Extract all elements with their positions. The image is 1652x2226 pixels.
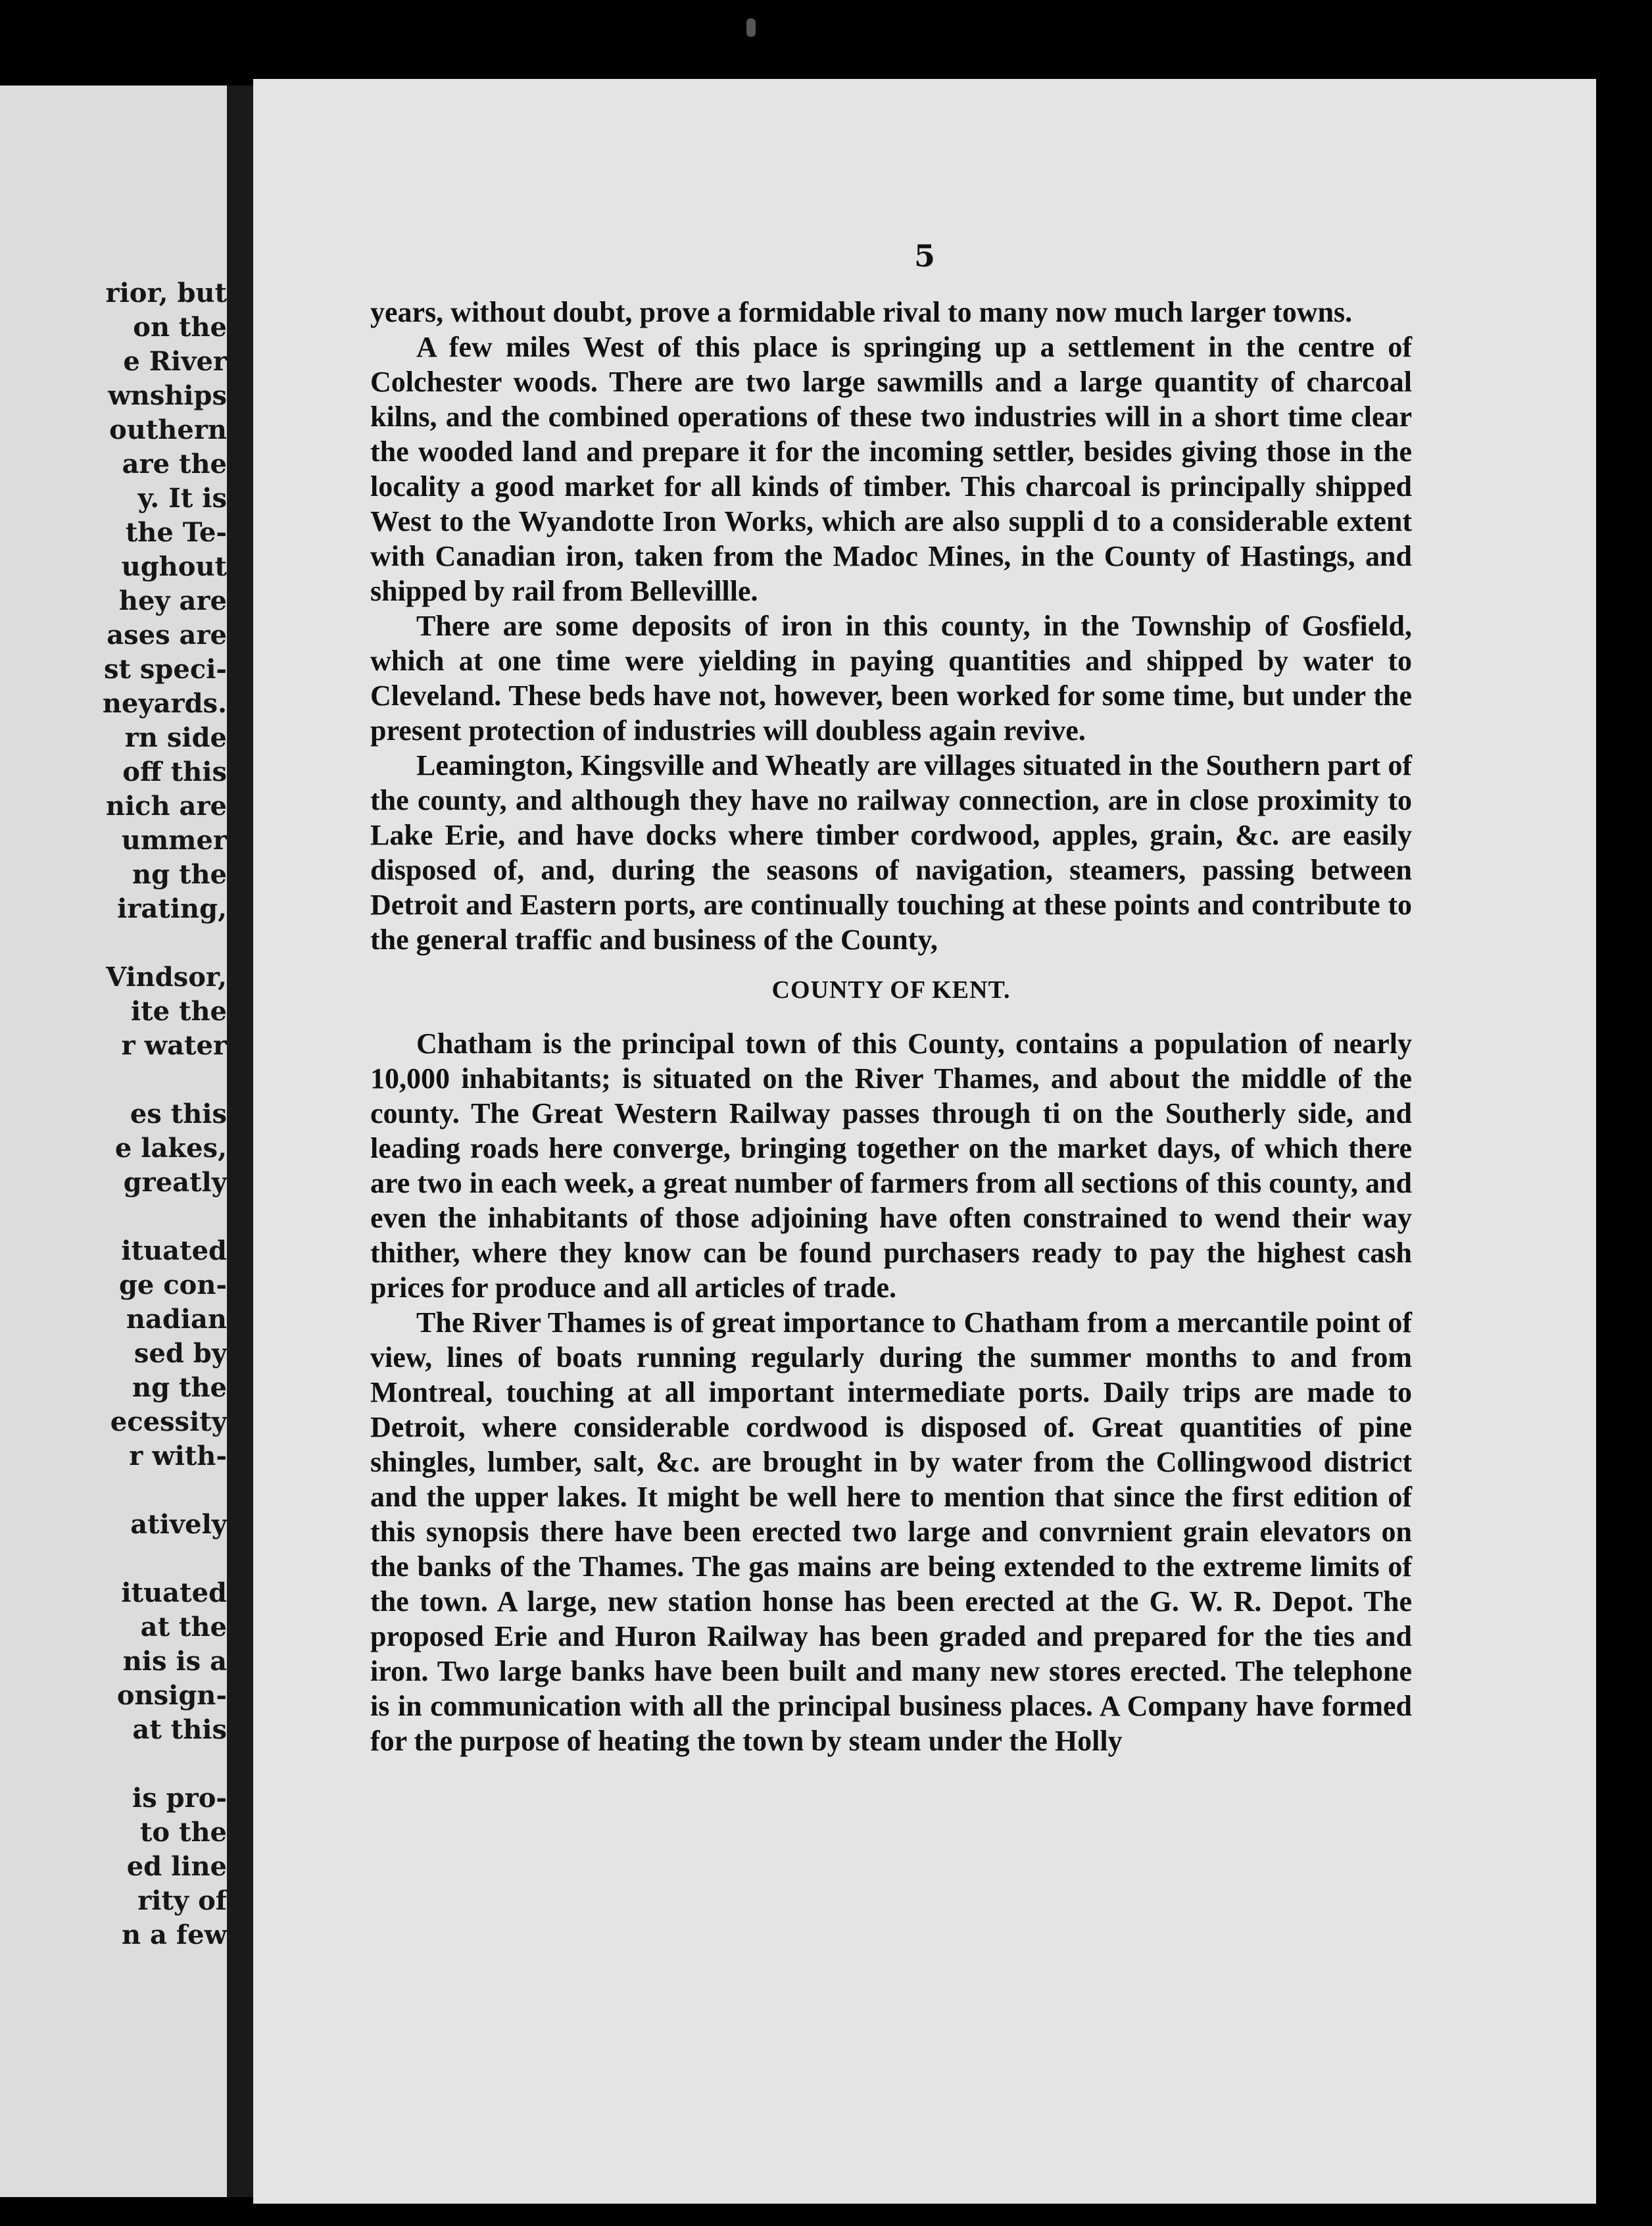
facing-page-line: ughout [121, 551, 227, 582]
facing-page-line: e lakes, [114, 1133, 227, 1164]
facing-page-line: wnships [108, 380, 227, 411]
scan-mark [746, 18, 756, 37]
facing-page-line: ummer [121, 825, 227, 856]
facing-page-line: are the [122, 449, 227, 480]
paragraph: A few miles West of this place is springing up a settlement in the centre of Colchester woods. There are two large sawmills and a large quantity of charcoal kilns, and the combined operations of these two industries will in a short time clear the wooded land and prepare it for the incoming settler, besides giving those in the locality a good market for all kinds of timber. This charcoal is principally shipped West to the Wyandotte Iron Works, which are also suppli d to a considerable extent with Canadian iron, taken from the Madoc Mines, in the County of Hastings, and shipped by rail from Bellevillle. [370, 331, 1412, 607]
facing-page-line [95, 926, 227, 960]
facing-page-line: rn side [124, 722, 227, 753]
page-body [370, 295, 1412, 1758]
facing-page-line: Vindsor, [106, 962, 227, 993]
facing-page-line: ituated [121, 1235, 227, 1266]
facing-page-line: ng the [132, 859, 227, 890]
facing-page-line: outhern [109, 414, 227, 445]
facing-page-line: atively [130, 1509, 227, 1540]
section-heading: COUNTY OF KENT. [771, 976, 1011, 1004]
facing-page-line: is pro- [132, 1783, 227, 1814]
facing-page-line [95, 1473, 227, 1508]
facing-page-line: r with- [129, 1441, 227, 1472]
facing-page-line: nadian [126, 1304, 227, 1335]
facing-page-line: at this [132, 1714, 227, 1745]
page-number: 5 [913, 238, 935, 274]
facing-page-line: es this [130, 1099, 227, 1129]
facing-page-line: rity of [137, 1885, 227, 1916]
facing-page-line: ases are [107, 620, 227, 651]
facing-page-line: ituated [121, 1577, 227, 1608]
facing-page [0, 86, 227, 2197]
paragraph-group-1 [370, 295, 1412, 957]
facing-page-line: at the [140, 1612, 227, 1643]
facing-page-line: neyards. [102, 688, 227, 719]
facing-page-line: ed line [126, 1851, 227, 1882]
facing-page-line: on the [133, 312, 227, 343]
facing-page-line: n a few [122, 1919, 227, 1950]
paragraph: There are some deposits of iron in this county, in the Township of Gosfield, which at one time were yielding in paying quantities and shipped by water to Cleveland. These beds have not, however, been worked for some time, but under the present protection of industries will doubless again revive. [370, 610, 1412, 747]
facing-page-line: ecessity [110, 1406, 227, 1437]
facing-page-line [95, 1063, 227, 1097]
facing-page-line: ite the [130, 996, 227, 1027]
paragraph: The River Thames is of great importance to Chatham from a mercantile point of view, lines of boats running regularly during the summer months to and from Montreal, touching at all important intermediate ports. Daily trips are made to Detroit, where considerable cordwood is disposed of. Great quantities of pine shingles, lumber, salt, &c. are brought in by water from the Collingwood district and the upper lakes. It might be well here to mention that since the first edition of this synopsis there have been erected two large and convrnient grain elevators on the banks of the Thames. The gas mains are being extended to the extreme limits of the town. A large, new station honse has been erected at the G. W. R. Depot. The proposed Erie and Huron Railway has been graded and prepared for the ties and iron. Two large banks have been built and many new stores erected. The telephone is in communication with all the principal business places. A Company have formed for the purpose of heating the town by steam under the Holly [370, 1306, 1412, 1757]
facing-page-line: nis is a [122, 1646, 227, 1677]
paragraph: Chatham is the principal town of this County, contains a population of nearly 10,000 inhabitants; is situated on the River Thames, and about the middle of the county. The Great Western Railway passes through ti on the Southerly side, and leading roads here converge, bringing together on the market days, of which there are two in each week, a great number of farmers from all sections of this county, and even the inhabitants of those adjoining have often constrained to wend their way thither, where they know can be found purchasers ready to pay the highest cash prices for produce and all articles of trade. [370, 1027, 1412, 1304]
facing-page-line: hey are [118, 585, 227, 616]
book-gutter [227, 86, 253, 2197]
facing-page-line [95, 1200, 227, 1234]
facing-page-line: nich are [105, 791, 227, 822]
paragraph: Leamington, Kingsville and Wheatly are villages situated in the Southern part of the county, and although they have no railway connection, are in close proximity to Lake Erie, and have docks where timber cordwood, apples, grain, &c. are easily disposed of, and, during the seasons of navigation, steamers, passing between Detroit and Eastern ports, are continually touching at these points and contribute to the general traffic and business of the County, [370, 749, 1412, 956]
facing-page-line: y. It is [137, 483, 227, 514]
facing-page-line: to the [139, 1817, 227, 1848]
facing-page-line [95, 1747, 227, 1781]
facing-page-line: ge con- [118, 1270, 227, 1300]
facing-page-line: greatly [123, 1167, 227, 1198]
facing-page-line: st speci- [103, 654, 227, 685]
facing-page-text-column [95, 276, 227, 1952]
facing-page-line: rior, but [105, 278, 227, 309]
facing-page-line: sed by [134, 1338, 227, 1369]
facing-page-line: off this [122, 756, 227, 787]
paragraph-group-2 [370, 1026, 1412, 1758]
paragraph: years, without doubt, prove a formidable rival to many now much larger towns. [370, 296, 1353, 328]
facing-page-line: e River [123, 346, 227, 377]
facing-page-line [95, 1542, 227, 1576]
main-page [253, 79, 1596, 2204]
facing-page-line: ng the [132, 1372, 227, 1403]
facing-page-line: irating, [117, 893, 227, 924]
facing-page-line: onsign- [116, 1680, 227, 1711]
facing-page-line: the Te- [125, 517, 227, 548]
facing-page-line: r water [121, 1030, 227, 1061]
